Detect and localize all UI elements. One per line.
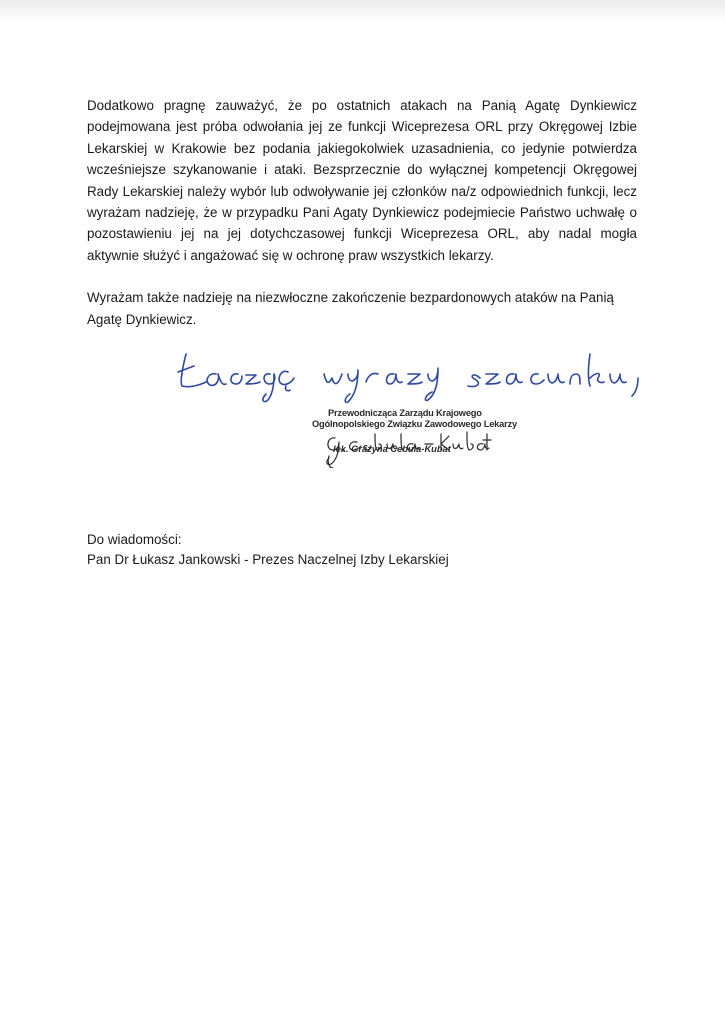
stamp-title-line-2: Ogólnopolskiego Związku Zawodowego Lekarzy <box>312 419 517 429</box>
letter-paragraph-1: Dodatkowo pragnę zauważyć, że po ostatnich atakach na Panią Agatę Dynkiewicz podejmowana jest próba odwołania jej ze funkcji Wiceprezesa ORL przy Okręgowej Izbie Lekarskiej w Krakowie bez podania jakiegokolwiek uzasadnienia, co jedynie potwierdza wcześniejsze szykanowanie i ataki. Bezsprzecznie do wyłącznej kompetencji Okręgowej Rady Lekarskiej należy wybór lub odwoływanie jej członków na/z odpowiednich funkcji, lecz wyrażam nadzieję, że w przypadku Pani Agaty Dynkiewicz podejmiecie Państwo uchwałę o pozostawieniu jej na jej dotychczasowej funkcji Wiceprezesa ORL, aby nadal mogła aktywnie służyć i angażować się w ochronę praw wszystkich lekarzy. <box>87 98 637 263</box>
scan-top-edge <box>0 0 725 22</box>
handwritten-signature <box>323 428 493 468</box>
letter-body <box>87 95 637 351</box>
cc-label: Do wiadomości: <box>87 532 182 547</box>
letter-paragraph-2: Wyrażam także nadzieję na niezwłoczne zakończenie bezpardonowych ataków na Panią Agatę Dynkiewicz. <box>87 290 614 327</box>
stamp-title-line-1: Przewodnicząca Zarządu Krajowego <box>328 408 482 418</box>
handwritten-closing <box>176 342 646 412</box>
stamp-name: lek. Grażyna Cebula-Kubat <box>333 444 451 454</box>
cc-block <box>87 530 647 570</box>
cc-recipient: Pan Dr Łukasz Jankowski - Prezes Naczelnej Izby Lekarskiej <box>87 552 449 567</box>
